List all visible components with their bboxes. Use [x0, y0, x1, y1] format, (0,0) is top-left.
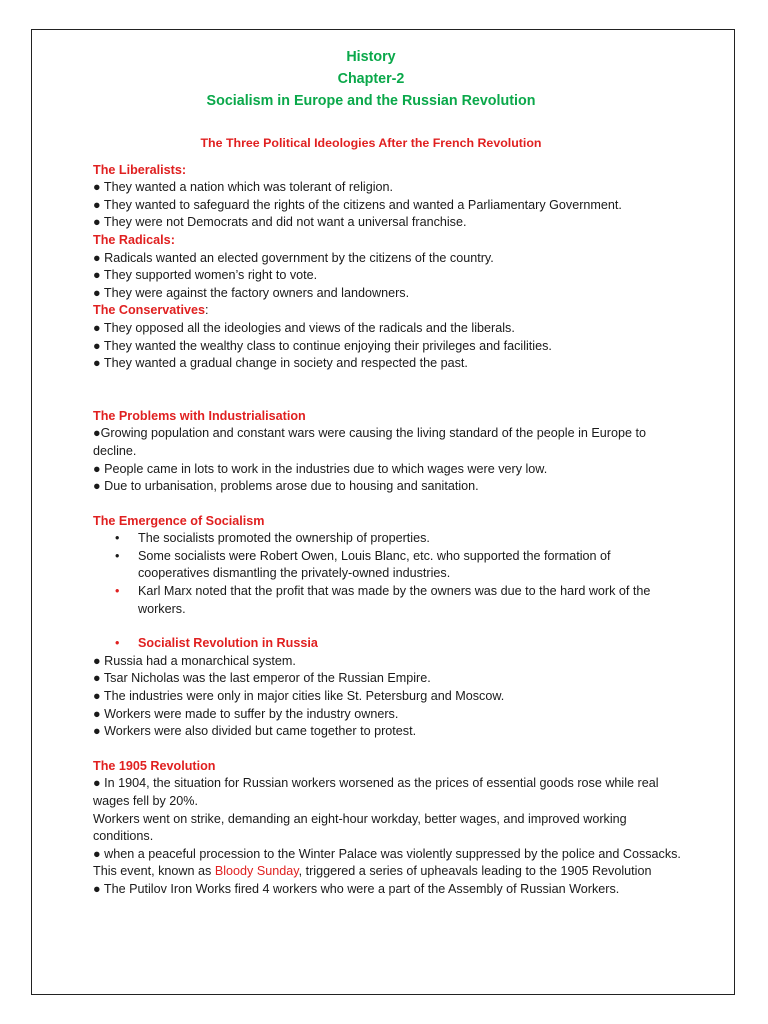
rev1905-point: ● In 1904, the situation for Russian workers worsened as the prices of essential goods rose while real wages fell by 20%. [93, 776, 659, 808]
list-item [93, 530, 683, 548]
rev1905-text: ● when a peaceful procession to the Winter Palace was violently suppressed by the police and Cossacks. This event, known as [93, 846, 681, 879]
socialism-list [93, 530, 683, 618]
industrialisation-point: ●Growing population and constant wars were causing the living standard of the people in Europe to decline. [93, 426, 646, 458]
bloody-sunday-highlight: Bloody Sunday [214, 864, 299, 879]
liberalists-heading: The Liberalists: [93, 162, 187, 177]
spacer [93, 373, 683, 391]
spacer [93, 391, 683, 408]
section-title: The Three Political Ideologies After the French Revolution [200, 136, 542, 150]
russia-point: ● Russia had a monarchical system. [93, 653, 296, 668]
subject-title: History [346, 49, 396, 65]
socialism-point: Karl Marx noted that the profit that was made by the owners was due to the hard work of the workers. [138, 584, 651, 616]
conservatives-point: ● They opposed all the ideologies and views of the radicals and the liberals. [93, 320, 515, 335]
spacer [93, 618, 683, 635]
conservatives-point: ● They wanted the wealthy class to continue enjoying their privileges and facilities. [93, 338, 552, 353]
rev1905-point: ● The Putilov Iron Works fired 4 workers who were a part of the Assembly of Russian Workers. [93, 881, 620, 896]
conservatives-point: ● They wanted a gradual change in society and respected the past. [93, 356, 468, 371]
rev1905-point: Workers went on strike, demanding an eight-hour workday, better wages, and improved working conditions. [93, 811, 627, 844]
rev1905-point [93, 846, 683, 881]
liberalists-point: ● They were not Democrats and did not want a universal franchise. [93, 215, 467, 230]
conservatives-heading: The Conservatives [93, 303, 205, 318]
list-item [93, 548, 683, 583]
radicals-heading: The Radicals: [93, 232, 175, 247]
russia-heading: Socialist Revolution in Russia [138, 636, 318, 651]
rev1905-heading: The 1905 Revolution [93, 758, 216, 773]
list-item [93, 635, 683, 653]
industrialisation-point: ● Due to urbanisation, problems arose due to housing and sanitation. [93, 479, 479, 494]
bullet-icon: • [115, 531, 120, 546]
industrialisation-heading: The Problems with Industrialisation [93, 408, 306, 423]
russia-point: ● Workers were made to suffer by the industry owners. [93, 706, 399, 721]
chapter-name: Socialism in Europe and the Russian Revolution [206, 93, 536, 109]
russia-heading-list [93, 635, 683, 653]
conservatives-heading-line [93, 302, 683, 320]
industrialisation-point: ● People came in lots to work in the industries due to which wages were very low. [93, 461, 548, 476]
document-body [93, 46, 683, 899]
socialism-heading: The Emergence of Socialism [93, 513, 265, 528]
radicals-point: ● They were against the factory owners and landowners. [93, 285, 410, 300]
russia-point: ● The industries were only in major cities like St. Petersburg and Moscow. [93, 689, 505, 704]
bullet-icon: • [115, 548, 120, 563]
radicals-point: ● They supported women’s right to vote. [93, 268, 318, 283]
liberalists-point: ● They wanted to safeguard the rights of the citizens and wanted a Parliamentary Government. [93, 197, 622, 212]
radicals-point: ● Radicals wanted an elected government by the citizens of the country. [93, 250, 494, 265]
russia-point: ● Tsar Nicholas was the last emperor of the Russian Empire. [93, 671, 431, 686]
spacer [93, 741, 683, 758]
liberalists-point: ● They wanted a nation which was tolerant of religion. [93, 180, 393, 195]
chapter-title: Chapter-2 [337, 71, 405, 87]
conservatives-heading-colon: : [205, 303, 209, 318]
bullet-icon: • [115, 636, 120, 651]
rev1905-text: , triggered a series of upheavals leading to the 1905 Revolution [298, 864, 652, 879]
list-item [93, 583, 683, 618]
socialism-point: Some socialists were Robert Owen, Louis Blanc, etc. who supported the formation of cooperatives dismantling the privately-owned industries. [138, 548, 611, 581]
russia-point: ● Workers were also divided but came together to protest. [93, 724, 417, 739]
spacer [93, 496, 683, 513]
bullet-icon: • [115, 584, 120, 599]
socialism-point: The socialists promoted the ownership of properties. [138, 531, 430, 546]
